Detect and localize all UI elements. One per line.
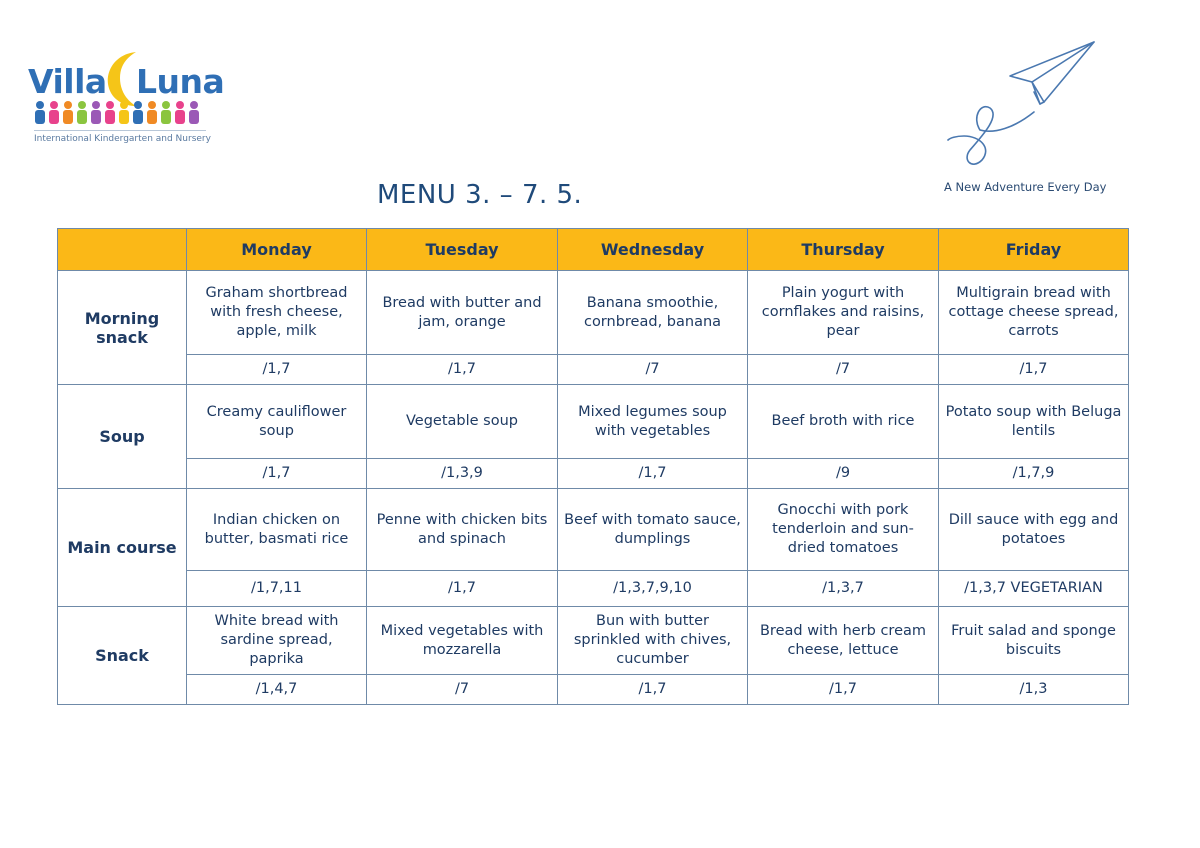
dish-cell: Potato soup with Beluga lentils [939, 385, 1129, 459]
dish-cell: Graham shortbread with fresh cheese, apple, milk [187, 271, 367, 355]
allergen-cell: /9 [748, 459, 939, 489]
dish-cell: Penne with chicken bits and spinach [367, 489, 558, 571]
allergen-cell: /1,7 [558, 459, 748, 489]
meal-label: Morning snack [58, 271, 187, 385]
header-row [58, 229, 1129, 271]
allergen-cell: /1,3,7 VEGETARIAN [939, 571, 1129, 607]
allergen-cell: /1,4,7 [187, 675, 367, 705]
dish-cell: Creamy cauliflower soup [187, 385, 367, 459]
meal-label: Main course [58, 489, 187, 607]
dish-cell: Vegetable soup [367, 385, 558, 459]
dish-cell: Indian chicken on butter, basmati rice [187, 489, 367, 571]
dish-cell: Mixed legumes soup with vegetables [558, 385, 748, 459]
dish-cell: Banana smoothie, cornbread, banana [558, 271, 748, 355]
meal-label: Snack [58, 607, 187, 705]
logo-divider [34, 130, 206, 131]
dish-cell: Fruit salad and sponge biscuits [939, 607, 1129, 675]
allergen-cell: /7 [748, 355, 939, 385]
allergen-cell: /7 [367, 675, 558, 705]
allergen-cell: /1,7,9 [939, 459, 1129, 489]
table-row [58, 355, 1129, 385]
allergen-cell: /1,3,9 [367, 459, 558, 489]
allergen-cell: /1,7 [187, 459, 367, 489]
header-day: Friday [939, 229, 1129, 271]
page-title: MENU 3. – 7. 5. [377, 180, 583, 210]
allergen-cell: /1,7 [367, 355, 558, 385]
meal-label: Soup [58, 385, 187, 489]
dish-cell: Bun with butter sprinkled with chives, cucumber [558, 607, 748, 675]
table-row [58, 271, 1129, 355]
logo-subtitle: International Kindergarten and Nursery [34, 134, 211, 144]
dish-cell: Beef with tomato sauce, dumplings [558, 489, 748, 571]
header-day: Monday [187, 229, 367, 271]
dish-cell: Bread with herb cream cheese, lettuce [748, 607, 939, 675]
table-row [58, 675, 1129, 705]
allergen-cell: /1,7 [558, 675, 748, 705]
dish-cell: Beef broth with rice [748, 385, 939, 459]
allergen-cell: /1,7 [939, 355, 1129, 385]
allergen-cell: /1,7 [367, 571, 558, 607]
table-row [58, 459, 1129, 489]
logo-word-villa: Villa [28, 62, 107, 101]
header-day: Thursday [748, 229, 939, 271]
header-corner [58, 229, 187, 271]
children-figures-icon [32, 100, 210, 128]
table-row [58, 571, 1129, 607]
dish-cell: Bread with butter and jam, orange [367, 271, 558, 355]
header-day: Wednesday [558, 229, 748, 271]
menu-table [57, 228, 1129, 705]
dish-cell: Multigrain bread with cottage cheese spread, carrots [939, 271, 1129, 355]
dish-cell: Dill sauce with egg and potatoes [939, 489, 1129, 571]
dish-cell: White bread with sardine spread, paprika [187, 607, 367, 675]
allergen-cell: /7 [558, 355, 748, 385]
table-row [58, 489, 1129, 571]
header-day: Tuesday [367, 229, 558, 271]
tagline: A New Adventure Every Day [944, 180, 1107, 194]
allergen-cell: /1,7 [187, 355, 367, 385]
villa-luna-logo [28, 50, 225, 160]
allergen-cell: /1,7,11 [187, 571, 367, 607]
table-row [58, 385, 1129, 459]
allergen-cell: /1,7 [748, 675, 939, 705]
allergen-cell: /1,3 [939, 675, 1129, 705]
logo-word-luna: Luna [136, 62, 225, 101]
allergen-cell: /1,3,7 [748, 571, 939, 607]
allergen-cell: /1,3,7,9,10 [558, 571, 748, 607]
dish-cell: Plain yogurt with cornflakes and raisins, pear [748, 271, 939, 355]
dish-cell: Mixed vegetables with mozzarella [367, 607, 558, 675]
dish-cell: Gnocchi with pork tenderloin and sun-dried tomatoes [748, 489, 939, 571]
paper-plane-icon [944, 38, 1100, 170]
table-row [58, 607, 1129, 675]
